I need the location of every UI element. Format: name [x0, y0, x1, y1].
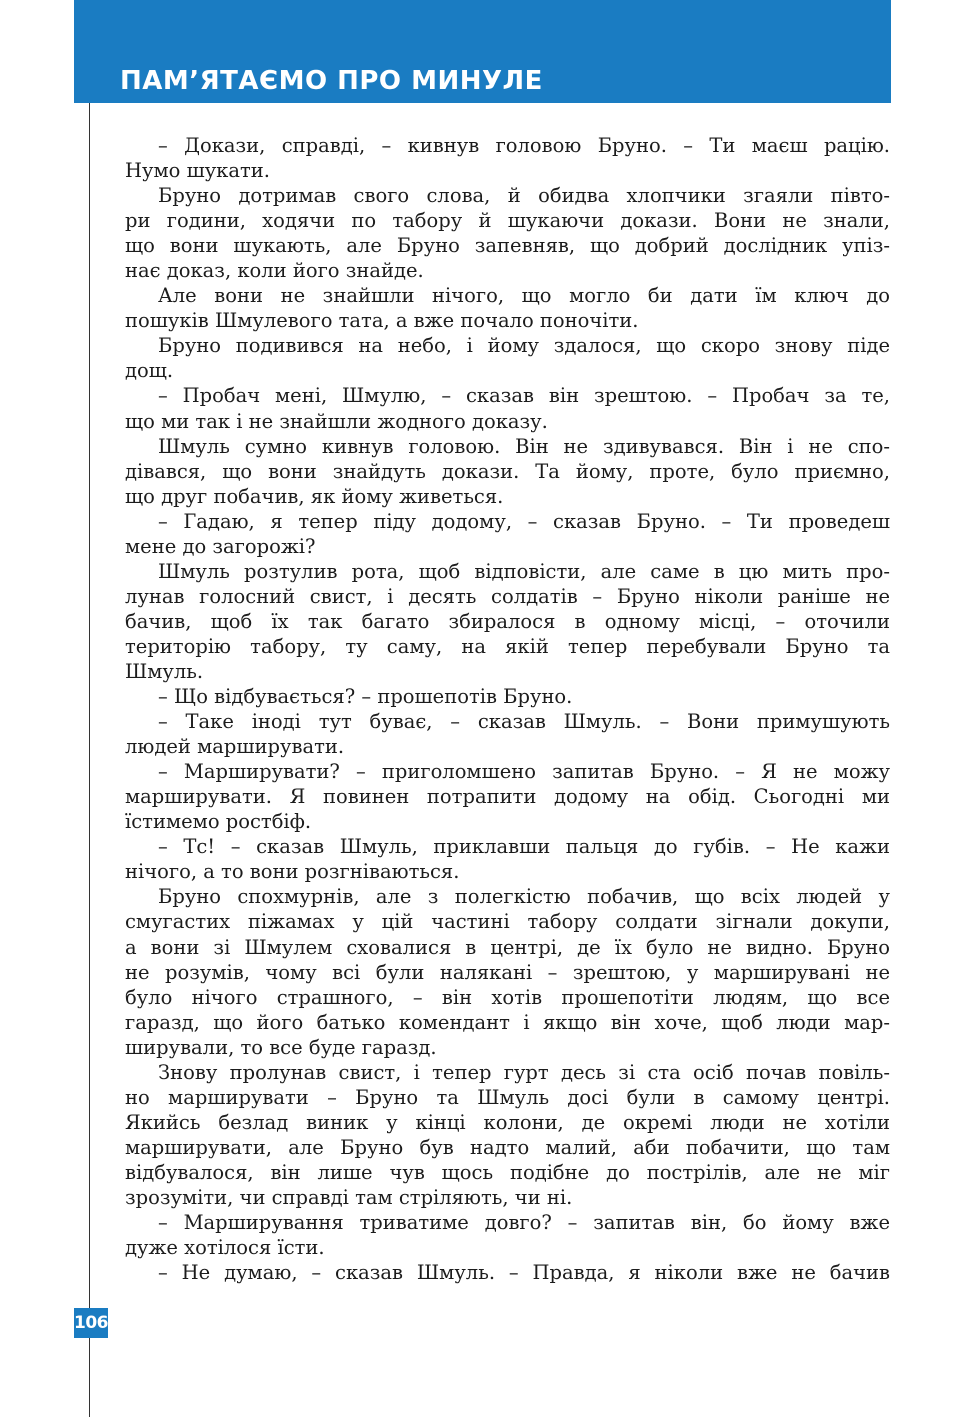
- text-line: Бруно спохмурнів, але з полегкістю побачив, що всіх людей у: [158, 885, 890, 909]
- text-line: – Гадаю, я тепер піду додому, – сказав Бруно. – Ти проведеш: [158, 509, 890, 533]
- text-line: відбувалося, він лише чув щось подібне до пострілів, але не міг: [125, 1160, 890, 1184]
- text-line: – Марширування триватиме довго? – запитав він, бо йому вже: [158, 1211, 890, 1235]
- text-line: – Пробач мені, Шмулю, – сказав він зрештою. – Пробач за те,: [158, 384, 890, 408]
- page-number: 106: [74, 1308, 108, 1338]
- text-line: що вони шукають, але Бруно запевняв, що добрий дослідник упіз-: [125, 234, 890, 258]
- text-line: ширували, то все буде гаразд.: [125, 1035, 437, 1059]
- text-line: а вони зі Шмулем сховалися в центрі, де їх було не видно. Бруно: [125, 935, 890, 959]
- text-line: що ми так і не знайшли жодного доказу.: [125, 409, 548, 433]
- text-line: мене до загорожі?: [125, 534, 316, 558]
- text-line: ри години, ходячи по табору й шукаючи докази. Вони не знали,: [125, 209, 890, 233]
- text-line: лунав голосний свист, і десять солдатів – Бруно ніколи раніше не: [125, 584, 890, 608]
- text-line: нає доказ, коли його знайде.: [125, 259, 424, 283]
- text-line: Нумо шукати.: [125, 159, 270, 183]
- text-line: Бруно дотримав свого слова, й обидва хлопчики згаяли півто-: [158, 184, 890, 208]
- text-line: дощ.: [125, 359, 174, 383]
- section-title: ПАМ’ЯТАЄМО ПРО МИНУЛЕ: [120, 66, 543, 96]
- margin-rule: [89, 103, 90, 1417]
- text-line: Знову пролунав свист, і тепер гурт десь зі ста осіб почав повіль-: [158, 1060, 890, 1084]
- text-line: – Таке іноді тут буває, – сказав Шмуль. – Вони примушують: [158, 710, 890, 734]
- text-line: що друг побачив, як йому живеться.: [125, 484, 504, 508]
- text-line: дуже хотілося їсти.: [125, 1236, 325, 1260]
- text-line: марширувати. Я повинен потрапити додому на обід. Сьогодні ми: [125, 785, 890, 809]
- text-line: їстимемо ростбіф.: [125, 810, 312, 834]
- text-line: територію табору, ту саму, на якій тепер перебували Бруно та: [125, 634, 890, 658]
- text-line: – Що відбувається? – прошепотів Бруно.: [158, 685, 573, 709]
- text-line: Якийсь безлад виник у кінці колони, де окремі люди не хотіли: [125, 1110, 890, 1134]
- text-line: смугастих піжамах у цій частині табору солдати зігнали докупи,: [125, 910, 890, 934]
- text-line: нічого, а то вони розгніваються.: [125, 860, 460, 884]
- text-line: зрозуміти, чи справді там стріляють, чи ні.: [125, 1185, 573, 1209]
- text-line: Шмуль сумно кивнув головою. Він не здивувався. Він і не спо-: [158, 434, 890, 458]
- text-line: не розумів, чому всі були налякані – зрештою, у марширувані не: [125, 960, 890, 984]
- text-line: – Тс! – сказав Шмуль, приклавши пальця до губів. – Не кажи: [158, 835, 890, 859]
- text-line: Шмуль розтулив рота, щоб відповісти, але саме в цю мить про-: [158, 559, 890, 583]
- text-line: марширувати, але Бруно був надто малий, аби побачити, що там: [125, 1135, 890, 1159]
- text-line: бачив, щоб їх так багато збиралося в одному місці, – оточили: [125, 609, 890, 633]
- text-line: Шмуль.: [125, 659, 204, 683]
- text-line: було нічого страшного, – він хотів прошепотіти людям, що все: [125, 985, 890, 1009]
- text-line: Але вони не знайшли нічого, що могло би дати їм ключ до: [158, 284, 890, 308]
- text-line: – Марширувати? – приголомшено запитав Бруно. – Я не можу: [158, 760, 890, 784]
- text-line: людей марширувати.: [125, 735, 345, 759]
- text-line: пошуків Шмулевого тата, а вже почало поночіти.: [125, 309, 639, 333]
- text-line: гаразд, що його батько комендант і якщо він хоче, щоб люди мар-: [125, 1010, 890, 1034]
- text-line: Бруно подивився на небо, і йому здалося, що скоро знову піде: [158, 334, 890, 358]
- body-text: [125, 133, 890, 1285]
- text-line: дівався, що вони знайдуть докази. Та йому, проте, було приємно,: [125, 459, 890, 483]
- text-line: – Не думаю, – сказав Шмуль. – Правда, я ніколи вже не бачив: [158, 1261, 890, 1285]
- text-line: но марширувати – Бруно та Шмуль досі були в самому центрі.: [125, 1085, 890, 1109]
- text-line: – Докази, справді, – кивнув головою Бруно. – Ти маєш рацію.: [158, 134, 890, 157]
